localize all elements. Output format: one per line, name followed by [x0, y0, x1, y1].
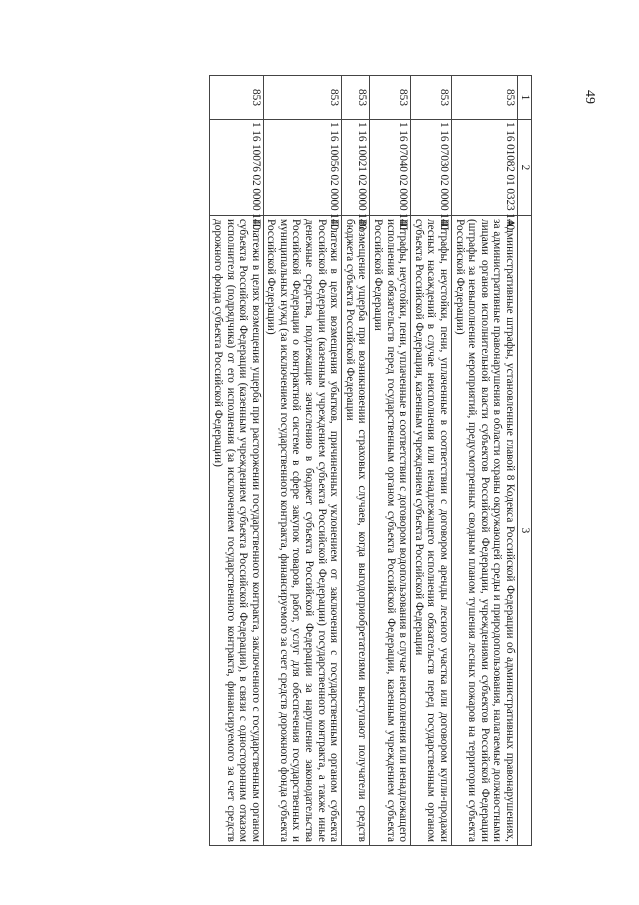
table-row	[452, 76, 518, 846]
revenue-codes-table	[209, 75, 532, 846]
admin-code-cell: 853	[452, 76, 518, 120]
admin-code-cell: 853	[263, 76, 342, 120]
admin-code-cell: 853	[342, 76, 370, 120]
revenue-code-cell: 1 16 10021 02 0000 140	[342, 120, 370, 216]
description-cell: Платежи в целях возмещения ущерба при расторжении государственного контракта, заключенного с государственным органом субъекта Российской Федерации (казенным учреждением субъекта Российской Федерации), в связи с односторонним отказом исполнителя (подрядчика) от его исполнения (за исключением государственного контракта, финансируемого за счет средств дорожного фонда субъекта Российской Федерации)	[210, 216, 263, 846]
description-cell: Штрафы, неустойки, пени, уплаченные в соответствии с договором водопользования в случае неисполнения или ненадлежащего исполнения обязательств перед государственным органом субъекта Российской Федерации, казенным учреждением субъекта Российской Федерации	[370, 216, 411, 846]
page-number: 49	[582, 90, 597, 104]
admin-code-cell: 853	[370, 76, 411, 120]
table-row	[342, 76, 370, 846]
header-col-1: 1	[518, 76, 532, 120]
table-row	[210, 76, 263, 846]
rotated-table-container	[108, 75, 532, 845]
revenue-code-cell: 1 16 07040 02 0000 140	[370, 120, 411, 216]
description-cell: Административные штрафы, установленные главой 8 Кодекса Российской Федерации об административных правонарушениях, за административные правонарушения в области охраны окружающей среды и природопользования, налагаемые должностными лицами органов исполнительной власти субъектов Российской Федерации, учреждениями субъектов Российской Федерации (штрафы за невыполнение мероприятий, предусмотренных сводным планом тушения лесных пожаров на территории субъекта Российской Федерации)	[452, 216, 518, 846]
description-cell: Возмещение ущерба при возникновении страховых случаев, когда выгодоприобретателями выступают получатели средств бюджета субъекта Российской Федерации	[342, 216, 370, 846]
table-row	[411, 76, 452, 846]
table-row	[263, 76, 342, 846]
table-row	[370, 76, 411, 846]
table-header-row	[518, 76, 532, 846]
revenue-code-cell: 1 16 10076 02 0000 140	[210, 120, 263, 216]
admin-code-cell: 853	[411, 76, 452, 120]
header-col-3: 3	[518, 216, 532, 846]
revenue-code-cell: 1 16 10056 02 0000 140	[263, 120, 342, 216]
revenue-code-cell: 1 16 07030 02 0000 140	[411, 120, 452, 216]
description-cell: Платежи в целях возмещения убытков, причиненных уклонением от заключения с государственным органом субъекта Российской Федерации (казенным учреждением субъекта Российской Федерации) государственного контракта, а также иные денежные средства, подлежащие зачислению в бюджет субъекта Российской Федерации за нарушение законодательства Российской Федерации о контрактной системе в сфере закупок товаров, работ, услуг для обеспечения государственных и муниципальных нужд (за исключением государственного контракта, финансируемого за счет средств дорожного фонда субъекта Российской Федерации)	[263, 216, 342, 846]
revenue-code-cell: 1 16 01082 01 0323 140	[452, 120, 518, 216]
description-cell: Штрафы, неустойки, пени, уплаченные в соответствии с договором аренды лесного участка или договором купли-продажи лесных насаждений в случае неисполнения или ненадлежащего исполнения обязательств перед государственным органом субъекта Российской Федерации, казенным учреждением субъекта Российской Федерации	[411, 216, 452, 846]
admin-code-cell: 853	[210, 76, 263, 120]
header-col-2: 2	[518, 120, 532, 216]
